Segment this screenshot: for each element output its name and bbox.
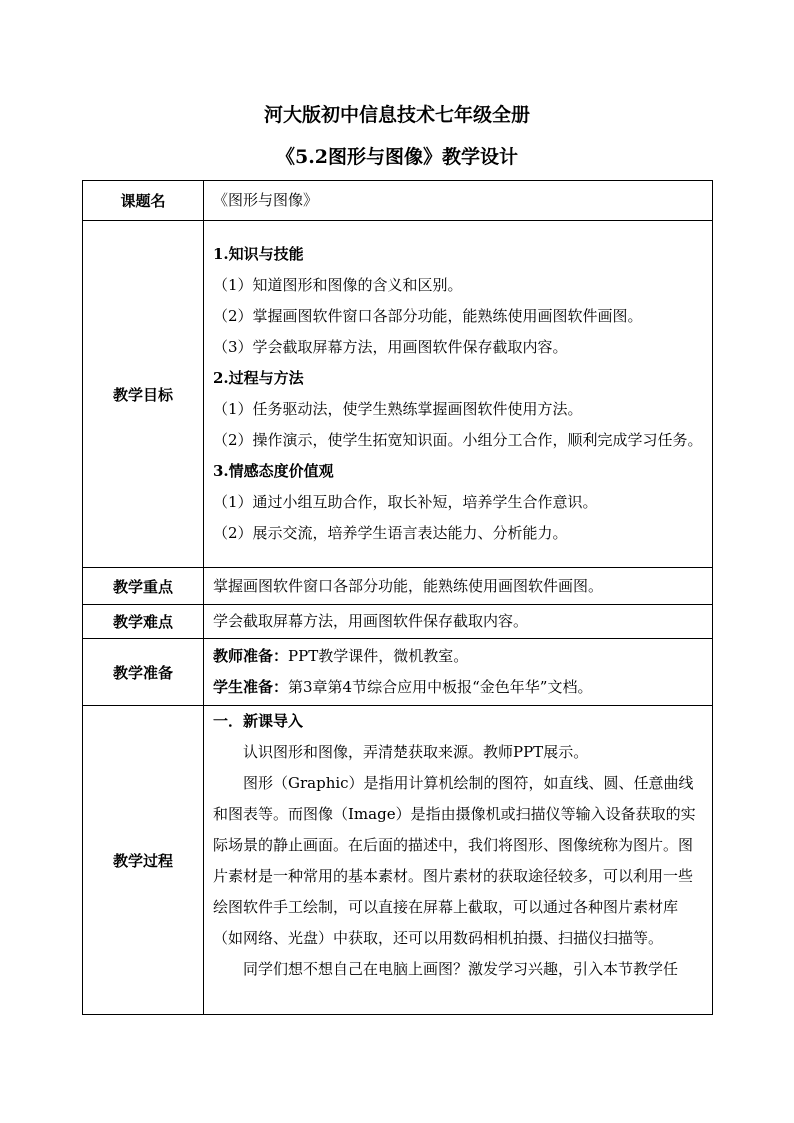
table-row-topic xyxy=(83,181,713,221)
goals-section1-item: （1）知道图形和图像的含义和区别。 xyxy=(213,276,463,294)
goals-section2-item: （2）操作演示，使学生拓宽知识面。小组分工合作，顺利完成学习任务。 xyxy=(213,431,703,449)
process-paragraph: 认识图形和图像，弄清楚获取来源。教师PPT展示。 xyxy=(243,743,589,761)
student-preparation-label: 学生准备： xyxy=(213,678,289,696)
teacher-preparation xyxy=(213,641,706,672)
goals-section3-item: （2）展示交流，培养学生语言表达能力、分析能力。 xyxy=(213,524,568,542)
document-title-line2: 《5.2图形与图像》教学设计 xyxy=(275,146,519,168)
process-content xyxy=(204,706,713,1015)
difficulty-label: 教学难点 xyxy=(83,605,204,639)
topic-value: 《图形与图像》 xyxy=(204,181,713,221)
table-row-difficulty xyxy=(83,605,713,639)
preparation-content xyxy=(204,639,713,706)
goals-section1-heading: 1.知识与技能 xyxy=(213,245,304,263)
student-preparation xyxy=(213,672,706,703)
student-preparation-value: 第3章第4节综合应用中板报“金色年华”文档。 xyxy=(288,678,593,696)
goals-section3-item: （1）通过小组互助合作，取长补短，培养学生合作意识。 xyxy=(213,493,598,511)
goals-section2-heading: 2.过程与方法 xyxy=(213,369,304,387)
topic-label: 课题名 xyxy=(83,181,204,221)
teacher-preparation-value: PPT教学课件，微机教室。 xyxy=(288,647,469,665)
focus-value: 掌握画图软件窗口各部分功能，能熟练使用画图软件画图。 xyxy=(204,568,713,605)
goals-section2-item: （1）任务驱动法，使学生熟练掌握画图软件使用方法。 xyxy=(213,400,583,418)
goals-content xyxy=(204,221,713,568)
goals-section3-heading: 3.情感态度价值观 xyxy=(213,462,334,480)
focus-label: 教学重点 xyxy=(83,568,204,605)
goals-label: 教学目标 xyxy=(83,221,204,568)
document-title-line1: 河大版初中信息技术七年级全册 xyxy=(263,104,530,126)
table-row-goals xyxy=(83,221,713,568)
table-row-process xyxy=(83,706,713,1015)
difficulty-value: 学会截取屏幕方法，用画图软件保存截取内容。 xyxy=(204,605,713,639)
table-row-preparation xyxy=(83,639,713,706)
teacher-preparation-label: 教师准备： xyxy=(213,647,289,665)
goals-section1-item: （2）掌握画图软件窗口各部分功能，能熟练使用画图软件画图。 xyxy=(213,307,643,325)
goals-section1-item: （3）学会截取屏幕方法，用画图软件保存截取内容。 xyxy=(213,338,568,356)
table-row-focus xyxy=(83,568,713,605)
process-label: 教学过程 xyxy=(83,706,204,1015)
process-paragraph: 同学们想不想自己在电脑上画图？激发学习兴趣，引入本节教学任 xyxy=(243,960,679,978)
process-paragraph: 图形（Graphic）是指用计算机绘制的图符，如直线、圆、任意曲线和图表等。而图像（Image）是指由摄像机或扫描仪等输入设备获取的实际场景的静止画面。在后面的描述中，我们将图形、图像统称为图片。图片素材是一种常用的基本素材。图片素材的获取途径较多，可以利用一些绘图软件手工绘制，可以直接在屏幕上截取，可以通过各种图片素材库（如网络、光盘）中获取，还可以用数码相机拍摄、扫描仪扫描等。 xyxy=(213,774,696,947)
process-section-heading: 一．新课导入 xyxy=(213,712,304,730)
lesson-plan-table xyxy=(82,180,713,1015)
preparation-label: 教学准备 xyxy=(83,639,204,706)
